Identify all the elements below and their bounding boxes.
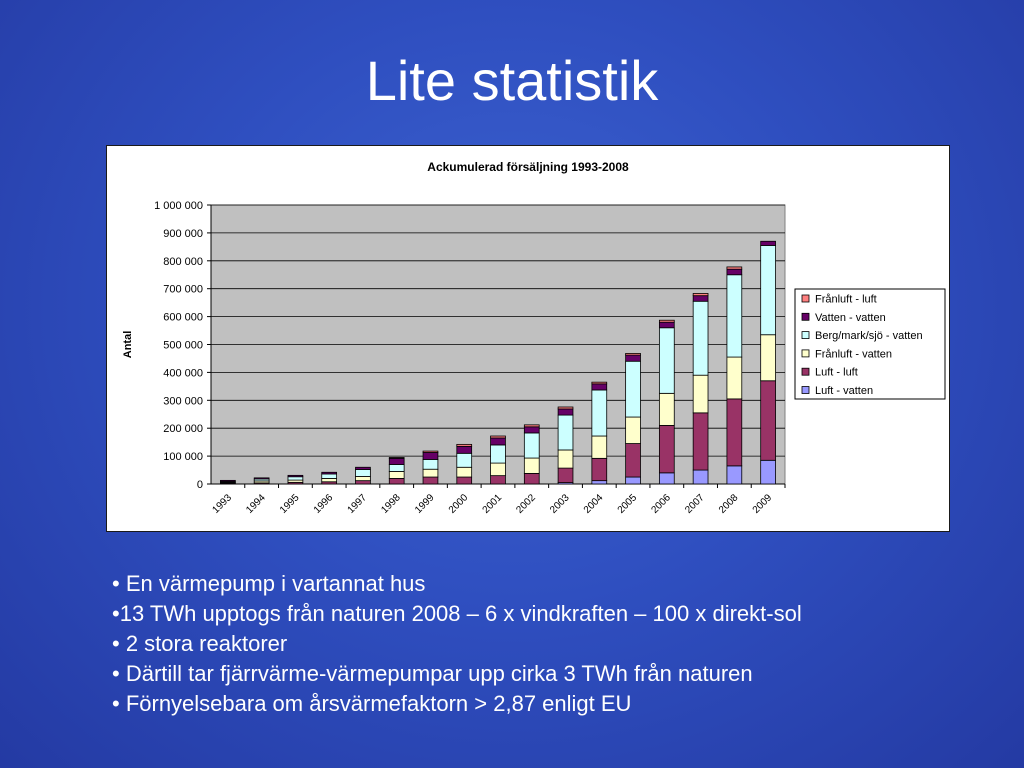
y-tick-label: 600 000 (163, 311, 203, 324)
bar-segment (457, 446, 472, 453)
bar-segment (761, 245, 776, 334)
bar-segment (592, 458, 607, 480)
bar-segment (592, 390, 607, 436)
bar-segment (693, 413, 708, 470)
bar-segment (423, 452, 438, 459)
bar-segment (693, 301, 708, 375)
x-tick-label: 1999 (413, 492, 437, 516)
bar-segment (288, 475, 303, 476)
bar-segment (727, 357, 742, 399)
x-tick-label: 1998 (379, 492, 403, 516)
bar-segment (693, 296, 708, 302)
bar-segment (659, 393, 674, 425)
bar-segment (659, 328, 674, 394)
bar-segment (423, 469, 438, 477)
bar-segment (592, 382, 607, 384)
bar-segment (457, 467, 472, 477)
bar-segment (626, 444, 641, 477)
x-tick-label: 2007 (683, 492, 707, 516)
x-tick-label: 1993 (210, 492, 235, 516)
bar-segment (423, 477, 438, 484)
x-tick-label: 2004 (581, 492, 606, 516)
bar-segment (659, 322, 674, 328)
y-tick-label: 300 000 (163, 395, 203, 408)
y-tick-label: 700 000 (163, 283, 203, 296)
legend-swatch (802, 313, 809, 320)
x-tick-label: 2008 (716, 492, 741, 516)
legend-swatch (802, 368, 809, 375)
x-tick-label: 1995 (278, 492, 302, 516)
bar-segment (322, 472, 337, 474)
bar-segment (592, 436, 607, 458)
bar-segment (389, 458, 404, 464)
bar-segment (558, 409, 573, 415)
bar-segment (626, 361, 641, 417)
bar-segment (659, 320, 674, 322)
legend-swatch (802, 387, 809, 394)
legend-label: Frånluft - vatten (815, 348, 893, 361)
bar-segment (457, 444, 472, 446)
y-tick-label: 100 000 (163, 451, 203, 464)
bar-segment (558, 415, 573, 450)
chart-container (106, 145, 950, 532)
bar-segment (491, 445, 506, 463)
y-tick-label: 500 000 (163, 339, 203, 352)
bar-segment (220, 480, 235, 481)
bar-segment (659, 425, 674, 472)
legend-swatch (802, 350, 809, 357)
bar-segment (356, 476, 371, 480)
bar-segment (491, 436, 506, 438)
bar-segment (389, 471, 404, 478)
legend-label: Vatten - vatten (815, 311, 886, 324)
y-tick-label: 1 000 000 (154, 200, 203, 212)
y-tick-label: 800 000 (163, 255, 203, 268)
bar-segment (727, 267, 742, 269)
x-tick-label: 2009 (750, 492, 775, 516)
bar-segment (727, 466, 742, 484)
x-tick-label: 2005 (615, 492, 640, 516)
bullet-item: • Förnyelsebara om årsvärmefaktorn > 2,87 enligt EU (112, 691, 632, 716)
bar-segment (727, 275, 742, 357)
bar-segment (288, 477, 303, 480)
bar-segment (727, 399, 742, 466)
legend-swatch (802, 332, 809, 339)
bar-segment (761, 381, 776, 461)
bar-segment (761, 335, 776, 381)
bar-segment (626, 355, 641, 361)
bar-segment (592, 384, 607, 390)
bar-segment (761, 241, 776, 245)
bar-segment (254, 478, 269, 479)
bar-segment (322, 474, 337, 478)
bar-segment (491, 463, 506, 476)
bar-segment (626, 477, 641, 484)
y-tick-label: 400 000 (163, 367, 203, 380)
legend-box (795, 289, 945, 399)
bar-segment (558, 468, 573, 483)
x-tick-label: 1996 (311, 492, 336, 516)
bar-segment (693, 470, 708, 484)
x-tick-label: 2002 (514, 492, 538, 516)
x-tick-label: 1994 (244, 492, 268, 516)
bar-segment (423, 451, 438, 452)
bar-segment (356, 467, 371, 469)
bullet-list (112, 569, 992, 719)
bar-segment (423, 459, 438, 469)
legend-label: Luft - luft (815, 366, 858, 379)
bar-segment (524, 433, 539, 458)
y-tick-label: 0 (196, 479, 203, 491)
x-tick-label: 1997 (345, 492, 370, 516)
y-tick-label: 900 000 (163, 227, 203, 240)
bar-segment (389, 464, 404, 471)
bar-segment (356, 469, 371, 476)
bar-segment (356, 481, 371, 484)
bar-segment (524, 425, 539, 427)
bar-segment (457, 477, 472, 484)
y-tick-label: 200 000 (163, 423, 203, 436)
y-axis-label: Antal (122, 330, 134, 359)
bar-segment (389, 457, 404, 458)
legend-label: Frånluft - luft (815, 293, 877, 306)
legend-label: Berg/mark/sjö - vatten (815, 330, 923, 343)
bar-segment (524, 473, 539, 484)
bullet-item: • Därtill tar fjärrvärme-värmepumpar upp cirka 3 TWh från naturen (112, 661, 753, 686)
bar-segment (693, 293, 708, 295)
x-tick-label: 2006 (649, 492, 673, 516)
bar-segment (626, 417, 641, 444)
bar-segment (693, 375, 708, 413)
bar-segment (558, 450, 573, 468)
bar-segment (626, 353, 641, 355)
bar-segment (457, 453, 472, 467)
legend-label: Luft - vatten (815, 385, 874, 397)
bar-segment (389, 478, 404, 484)
bullet-item: • En värmepump i vartannat hus (112, 571, 426, 596)
bar-segment (659, 473, 674, 484)
bar-segment (558, 407, 573, 409)
bar-segment (491, 438, 506, 445)
chart-title: Ackumulerad försäljning 1993-2008 (427, 160, 629, 174)
bar-segment (592, 481, 607, 484)
legend-swatch (802, 295, 809, 302)
bar-segment (761, 460, 776, 484)
bullet-item: •13 TWh upptogs från naturen 2008 – 6 x vindkraften – 100 x direkt-sol (112, 601, 802, 626)
bar-segment (322, 478, 337, 481)
x-tick-label: 2000 (446, 492, 471, 516)
bullet-item: • 2 stora reaktorer (112, 631, 288, 656)
bar-segment (524, 427, 539, 433)
bar-segment (491, 476, 506, 484)
bar-segment (727, 269, 742, 275)
stacked-bar-chart (107, 146, 949, 531)
x-tick-label: 2001 (480, 492, 505, 516)
slide-title: Lite statistik (365, 49, 659, 112)
bar-segment (524, 458, 539, 473)
x-tick-label: 2003 (548, 492, 572, 516)
